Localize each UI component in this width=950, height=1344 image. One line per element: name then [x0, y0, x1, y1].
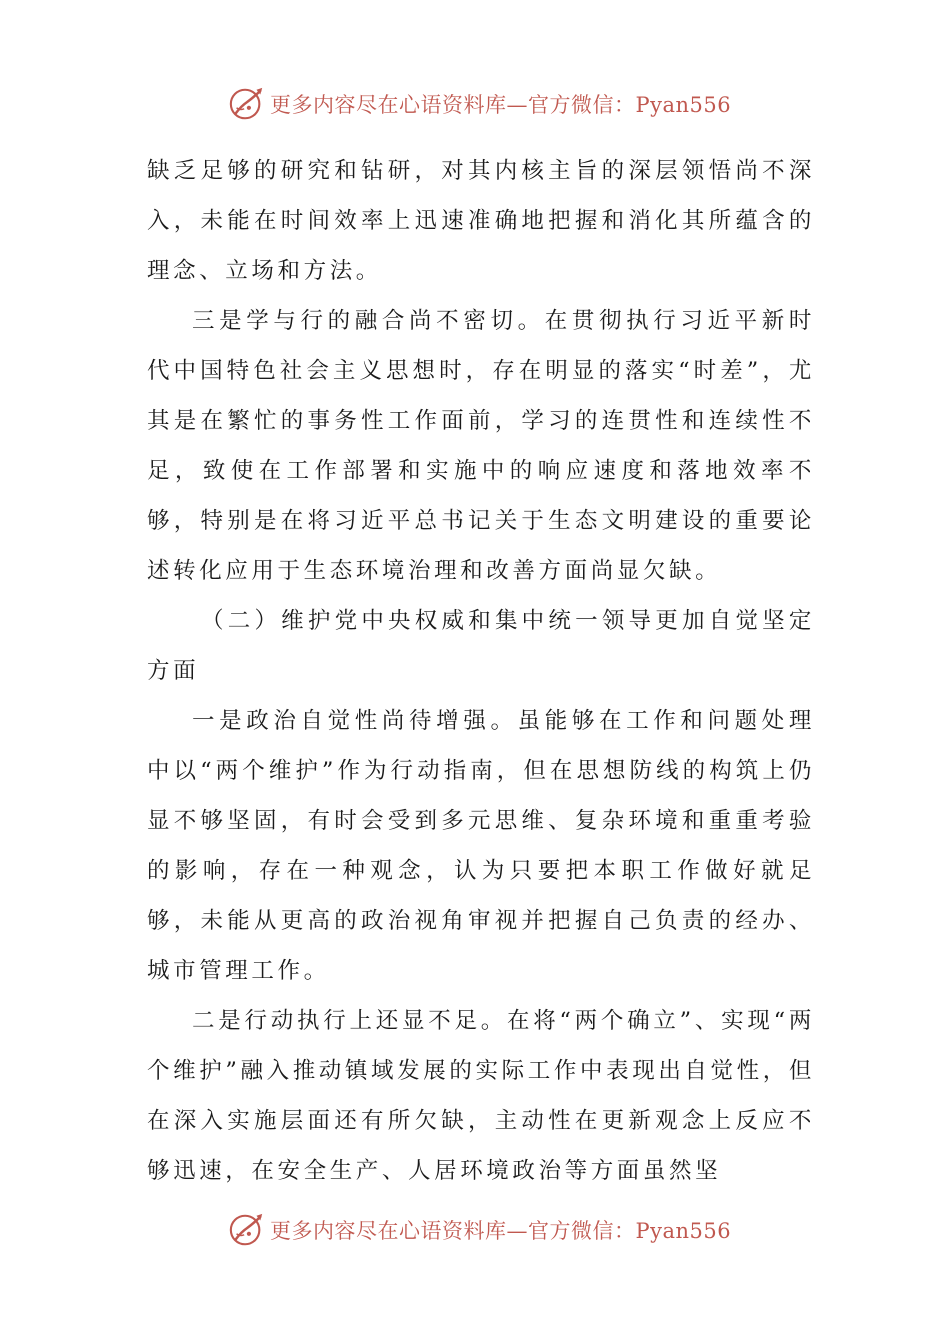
document-body: [147, 146, 815, 1196]
paragraph-point-one: 一是政治自觉性尚待增强。虽能够在工作和问题处理中以“两个维护”作为行动指南，但在思想防线的构筑上仍显不够坚固，有时会受到多元思维、复杂环境和重重考验的影响，存在一种观念，认为只要把本职工作做好就足够，未能从更高的政治视角审视并把握自己负责的经办、城市管理工作。: [147, 708, 815, 984]
pen-logo-icon: [228, 1211, 266, 1249]
section-heading: （二）维护党中央权威和集中统一领导更加自觉坚定方面: [147, 608, 815, 684]
footer-banner-text: 更多内容尽在心语资料库—官方微信：Pyan556: [270, 1219, 732, 1243]
paragraph-continuation: 缺乏足够的研究和钻研，对其内核主旨的深层领悟尚不深入，未能在时间效率上迅速准确地把握和消化其所蕴含的理念、立场和方法。: [147, 158, 815, 284]
header-banner-text: 更多内容尽在心语资料库—官方微信：Pyan556: [270, 93, 732, 117]
header-banner: [228, 84, 748, 124]
paragraph-point-two: 二是行动执行上还显不足。在将“两个确立”、实现“两个维护”融入推动镇域发展的实际工作中表现出自觉性，但在深入实施层面还有所欠缺，主动性在更新观念上反应不够迅速，在安全生产、人居环境政治等方面虽然坚: [147, 1008, 815, 1184]
pen-logo-icon: [228, 85, 266, 123]
paragraph-point-three: 三是学与行的融合尚不密切。在贯彻执行习近平新时代中国特色社会主义思想时，存在明显的落实“时差”，尤其是在繁忙的事务性工作面前，学习的连贯性和连续性不足，致使在工作部署和实施中的响应速度和落地效率不够，特别是在将习近平总书记关于生态文明建设的重要论述转化应用于生态环境治理和改善方面尚显欠缺。: [147, 308, 815, 584]
footer-banner: [228, 1210, 748, 1250]
